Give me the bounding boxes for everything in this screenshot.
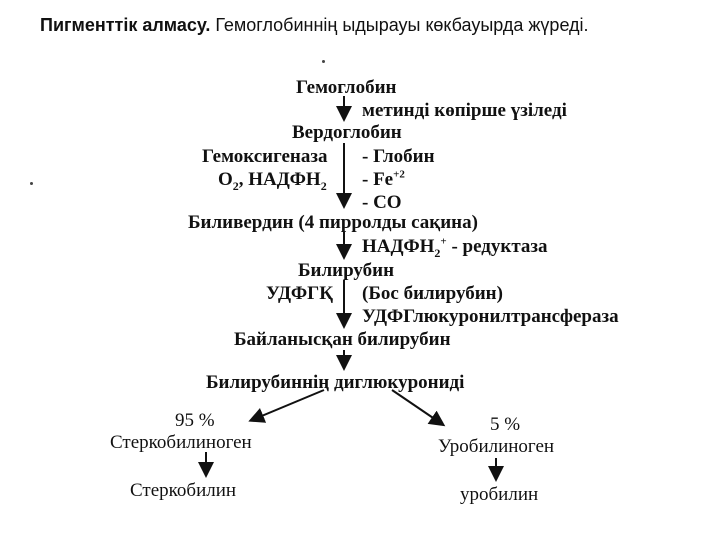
right-branch-percent: 5 % xyxy=(490,414,521,435)
node-verdoglobin: Вердоглобин xyxy=(292,122,402,143)
label-udpga: УДФГҚ xyxy=(266,283,334,304)
label-free-bilirubin: (Бос билирубин) xyxy=(362,283,503,304)
scan-speck xyxy=(30,182,33,185)
reductase-nadph: НАДФН xyxy=(362,236,435,257)
cofactor-o-sub: 2 xyxy=(232,178,239,193)
node-biliverdin: Биливердин (4 пирролды сақина) xyxy=(188,212,478,233)
node-urobilinogen: Уробилиноген xyxy=(438,436,555,457)
enzyme-heme-oxygenase: Гемоксигеназа xyxy=(202,146,328,167)
node-bilirubin: Билирубин xyxy=(298,260,395,281)
label-bridge-break: метинді көпірше үзіледі xyxy=(362,100,567,121)
byproduct-iron-charge: +2 xyxy=(393,168,405,181)
byproduct-co: - CO xyxy=(362,192,402,213)
scan-speck xyxy=(322,60,325,63)
node-bound-bilirubin: Байланысқан билирубин xyxy=(234,329,451,350)
cofactor-nadph: , НАДФН xyxy=(238,169,321,190)
title-lead: Пигменттік алмасу. xyxy=(40,15,211,35)
reductase-sub: 2 xyxy=(434,245,441,260)
reductase-sup: + xyxy=(440,235,447,248)
node-diglucuronide: Билирубиннің диглюкурониді xyxy=(206,372,465,393)
arrow-to-urobilinogen xyxy=(392,390,442,424)
node-hemoglobin: Гемоглобин xyxy=(296,77,397,98)
node-urobilin: уробилин xyxy=(460,484,539,505)
cofactor-o: O xyxy=(218,169,233,190)
arrow-to-stercobilinogen xyxy=(252,390,324,420)
byproduct-iron xyxy=(362,169,405,191)
cofactor-o2-nadph xyxy=(218,169,327,191)
byproduct-globin: - Глобин xyxy=(362,146,435,167)
byproduct-iron-label: - Fe xyxy=(362,169,394,190)
enzyme-transferase: УДФГлюкуронилтрансфераза xyxy=(362,306,619,327)
reductase-name: - редуктаза xyxy=(446,236,548,257)
left-branch-percent: 95 % xyxy=(175,410,215,431)
node-stercobilin: Стеркобилин xyxy=(130,480,237,501)
title-rest: Гемоглобиннің ыдырауы көкбауырда жүреді. xyxy=(210,15,589,35)
node-stercobilinogen: Стеркобилиноген xyxy=(110,432,252,453)
cofactor-nadph-sub: 2 xyxy=(320,178,327,193)
enzyme-reductase xyxy=(362,236,548,258)
